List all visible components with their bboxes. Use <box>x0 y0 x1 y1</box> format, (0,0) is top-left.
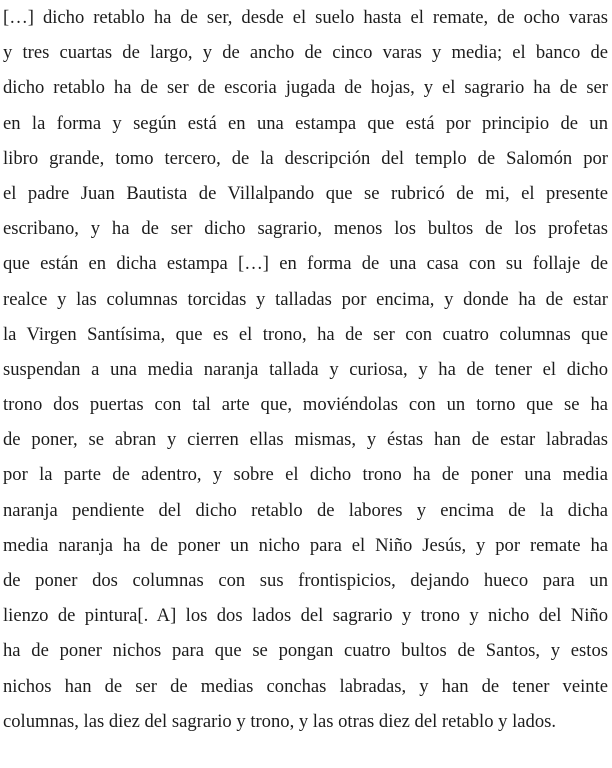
text-line: por la parte de adentro, y sobre el dicho trono ha de poner una media <box>3 464 608 486</box>
text-line: realce y las columnas torcidas y talladas por encima, y donde ha de estar <box>3 288 608 310</box>
text-line: en la forma y según está en una estampa que está por principio de un <box>3 112 608 134</box>
text-line: el padre Juan Bautista de Villalpando que se rubricó de mi, el presente <box>3 182 608 204</box>
text-line: dicho retablo ha de ser de escoria jugada de hojas, y el sagrario ha de ser <box>3 77 608 99</box>
text-line: trono dos puertas con tal arte que, moviéndolas con un torno que se ha <box>3 394 608 416</box>
text-line: lienzo de pintura[. A] los dos lados del sagrario y trono y nicho del Niño <box>3 605 608 627</box>
text-line: la Virgen Santísima, que es el trono, ha de ser con cuatro columnas que <box>3 323 608 345</box>
text-line: naranja pendiente del dicho retablo de labores y encima de la dicha <box>3 499 608 521</box>
text-line: que están en dicha estampa […] en forma de una casa con su follaje de <box>3 253 608 275</box>
paragraph <box>3 0 608 739</box>
text-line: columnas, las diez del sagrario y trono, y las otras diez del retablo y lados. <box>3 710 557 732</box>
text-line: nichos han de ser de medias conchas labradas, y han de tener veinte <box>3 675 608 697</box>
text-line: escribano, y ha de ser dicho sagrario, menos los bultos de los profetas <box>3 218 608 240</box>
text-line: de poner dos columnas con sus frontispicios, dejando hueco para un <box>3 570 608 591</box>
text-line: […] dicho retablo ha de ser, desde el suelo hasta el remate, de ocho varas <box>3 7 608 28</box>
text-line: ha de poner nichos para que se pongan cuatro bultos de Santos, y estos <box>3 640 608 662</box>
text-line: y tres cuartas de largo, y de ancho de cinco varas y media; el banco de <box>3 42 608 64</box>
text-line: de poner, se abran y cierren ellas mismas, y éstas han de estar labradas <box>3 429 608 451</box>
text-line: media naranja ha de poner un nicho para el Niño Jesús, y por remate ha <box>3 534 608 556</box>
text-line: suspendan a una media naranja tallada y curiosa, y ha de tener el dicho <box>3 358 608 380</box>
text-line: libro grande, tomo tercero, de la descripción del templo de Salomón por <box>3 147 608 169</box>
